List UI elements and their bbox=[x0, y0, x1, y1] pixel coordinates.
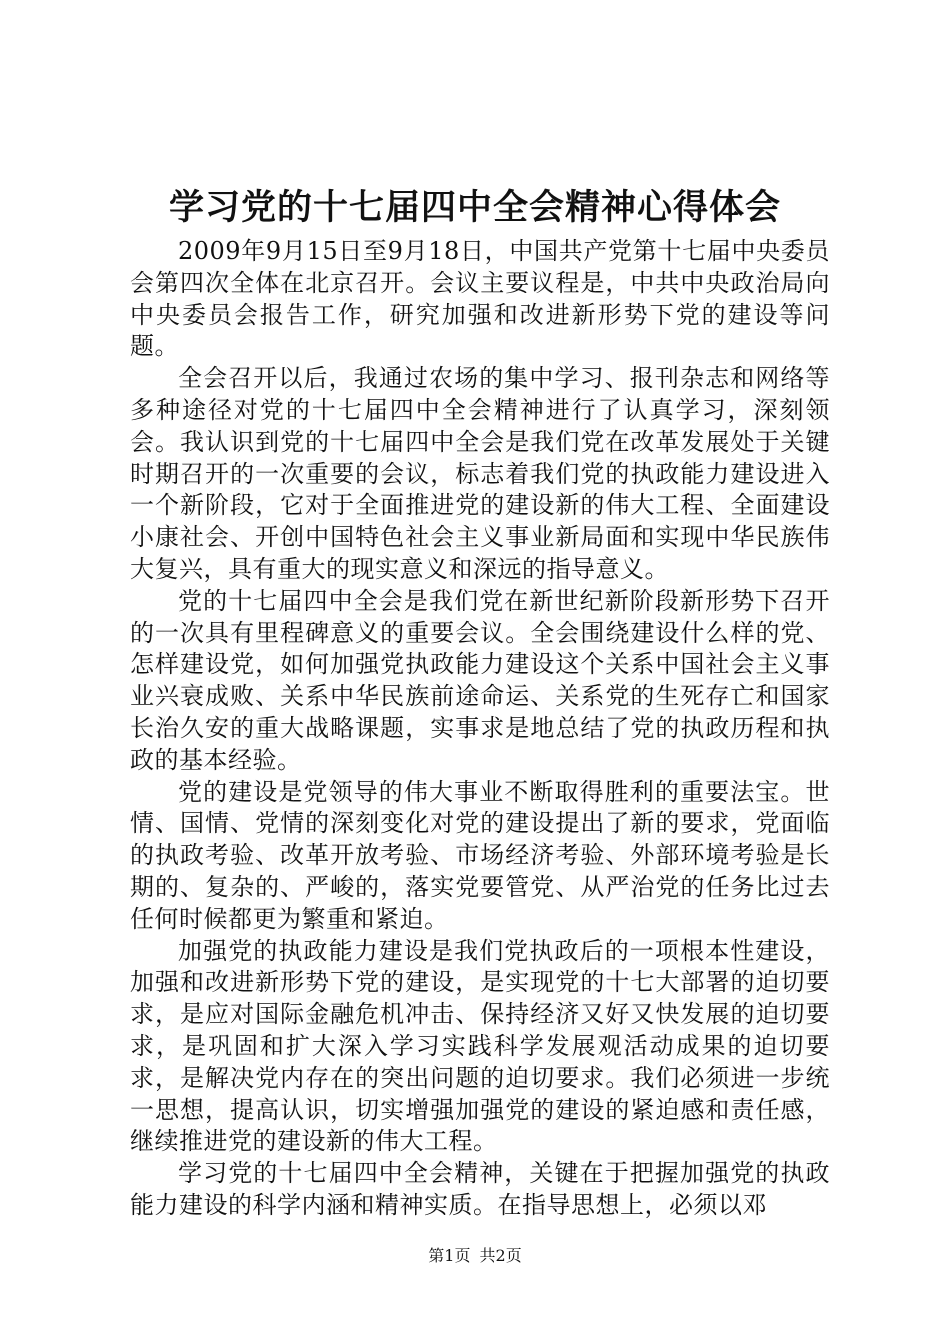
page-number-total: 共2页 bbox=[479, 1246, 522, 1265]
paragraph: 党的建设是党领导的伟大事业不断取得胜利的重要法宝。世情、国情、党情的深刻变化对党的建设提出了新的要求，党面临的执政考验、改革开放考验、市场经济考验、外部环境考验是长期的、复杂的、严峻的，落实党要管党、从严治党的任务比过去任何时候都更为繁重和紧迫。 bbox=[130, 777, 830, 933]
page-footer bbox=[0, 1246, 950, 1266]
paragraph: 加强党的执政能力建设是我们党执政后的一项根本性建设，加强和改进新形势下党的建设，是实现党的十七大部署的迫切要求，是应对国际金融危机冲击、保持经济又好又快发展的迫切要求，是巩固和扩大深入学习实践科学发展观活动成果的迫切要求，是解决党内存在的突出问题的迫切要求。我们必须进一步统一思想，提高认识，切实增强加强党的建设的紧迫感和责任感，继续推进党的建设新的伟大工程。 bbox=[130, 936, 830, 1156]
document-body bbox=[130, 236, 830, 1222]
paragraph: 学习党的十七届四中全会精神，关键在于把握加强党的执政能力建设的科学内涵和精神实质。在指导思想上，必须以邓 bbox=[130, 1159, 830, 1219]
paragraph: 党的十七届四中全会是我们党在新世纪新阶段新形势下召开的一次具有里程碑意义的重要会议。全会围绕建设什么样的党、怎样建设党，如何加强党执政能力建设这个关系中国社会主义事业兴衰成败、关系中华民族前途命运、关系党的生死存亡和国家长治久安的重大战略课题，实事求是地总结了党的执政历程和执政的基本经验。 bbox=[130, 586, 830, 774]
document-title: 学习党的十七届四中全会精神心得体会 bbox=[168, 187, 781, 228]
paragraph: 2009年9月15日至9月18日，中国共产党第十七届中央委员会第四次全体在北京召开。会议主要议程是，中共中央政治局向中央委员会报告工作，研究加强和改进新形势下党的建设等问题。 bbox=[130, 237, 830, 361]
paragraph: 全会召开以后，我通过农场的集中学习、报刊杂志和网络等多种途径对党的十七届四中全会精神进行了认真学习，深刻领会。我认识到党的十七届四中全会是我们党在改革发展处于关键时期召开的一次重要的会议，标志着我们党的执政能力建设进入一个新阶段，它对于全面推进党的建设新的伟大工程、全面建设小康社会、开创中国特色社会主义事业新局面和实现中华民族伟大复兴，具有重大的现实意义和深远的指导意义。 bbox=[130, 364, 830, 583]
page-number-current: 第1页 bbox=[428, 1246, 471, 1265]
